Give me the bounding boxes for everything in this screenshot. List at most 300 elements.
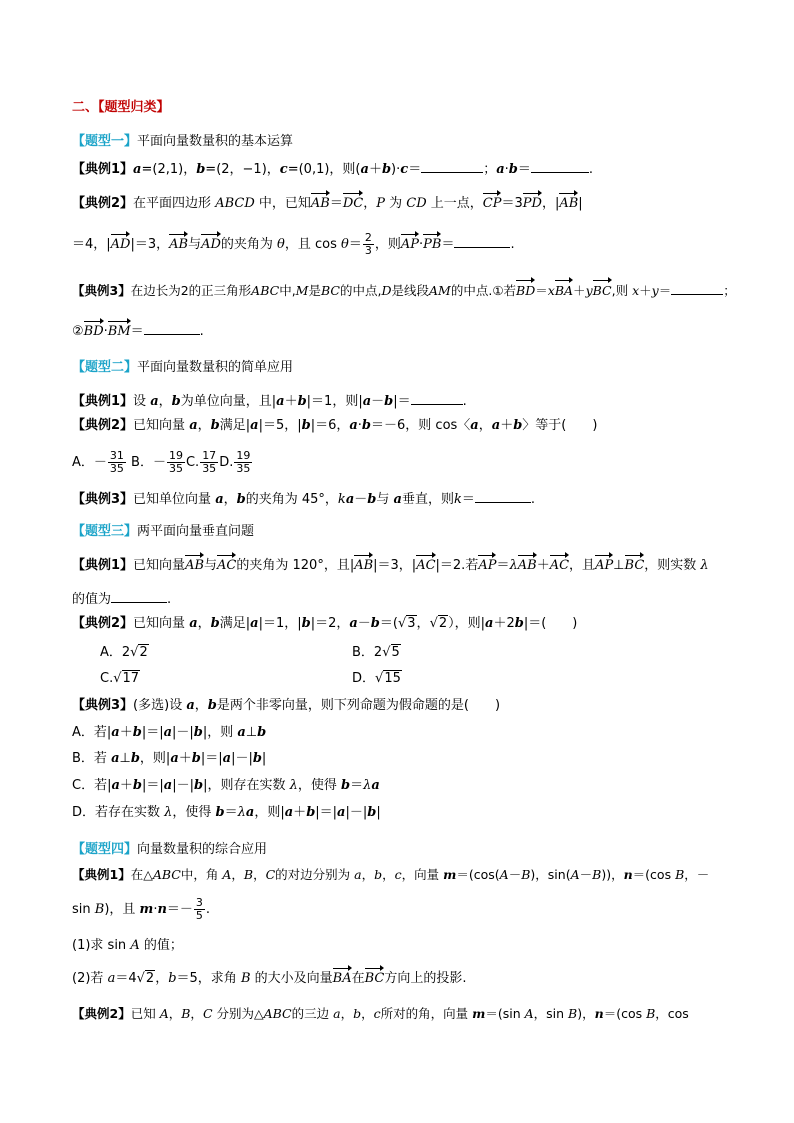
answer-blank[interactable] xyxy=(475,488,531,503)
vector-b: b xyxy=(193,778,204,793)
type4-example1-line2 xyxy=(72,897,210,922)
type3-label: 【题型三】 xyxy=(72,524,138,539)
vector-cp: CP xyxy=(483,194,502,214)
text: 为单位向量，且| xyxy=(180,394,277,409)
var: ABC xyxy=(251,283,280,298)
vector-dc: DC xyxy=(343,194,363,214)
type4-heading xyxy=(72,840,267,860)
var: M xyxy=(295,283,309,298)
text: ＝4，| xyxy=(72,237,111,252)
vector-a: a xyxy=(237,725,246,740)
text: ， xyxy=(363,196,377,211)
vector-b: b xyxy=(301,418,311,433)
text: |＝( ) xyxy=(523,616,578,631)
type3-heading xyxy=(72,522,254,542)
type3-ex3-option-d[interactable] xyxy=(72,803,381,823)
section-prefix: 二、 xyxy=(72,100,99,115)
vector-a: a xyxy=(111,725,120,740)
vector-a: a xyxy=(170,751,179,766)
type1-title: 平面向量数量积的基本运算 xyxy=(137,134,294,149)
text: ，向量 xyxy=(401,867,444,882)
text: . xyxy=(205,902,211,917)
text: A．若| xyxy=(72,725,112,740)
var: C xyxy=(202,1006,213,1021)
var: c xyxy=(394,867,402,882)
text: |＝5，| xyxy=(258,418,302,433)
radicand: 2 xyxy=(139,645,148,660)
fraction xyxy=(194,897,205,922)
vector-ap: AP xyxy=(595,556,613,576)
vector-a: a xyxy=(245,805,255,820)
lambda: λ xyxy=(509,558,518,573)
vector-ap: AP xyxy=(401,235,419,255)
numerator: 17 xyxy=(202,449,217,462)
text: 的三边 xyxy=(291,1006,334,1021)
type3-ex2-option-c[interactable] xyxy=(100,669,140,689)
vector-b: b xyxy=(257,725,267,740)
text: |－| xyxy=(172,725,194,740)
text: ＝ xyxy=(461,492,475,507)
text: (1)求 sin xyxy=(72,938,131,953)
sqrt: √2 xyxy=(429,616,448,631)
text: |－| xyxy=(345,805,368,820)
vector-a: a xyxy=(485,616,494,631)
text: 上一点， xyxy=(426,196,483,211)
vector-a: a xyxy=(189,418,198,433)
type1-example2-line1 xyxy=(72,194,583,214)
option-label: A．－ xyxy=(72,455,107,470)
radicand: 2 xyxy=(438,616,448,631)
section-title-text: 【题型归类】 xyxy=(98,100,170,115)
text: ， xyxy=(197,418,211,433)
type1-heading xyxy=(72,132,293,152)
var: ABCD xyxy=(215,196,255,211)
text: 在△ xyxy=(130,867,153,882)
text: 中，角 xyxy=(180,867,223,882)
var: A xyxy=(222,867,232,882)
vector-ab: AB xyxy=(559,194,578,214)
answer-blank[interactable] xyxy=(144,320,200,335)
text: 已知向量 xyxy=(133,558,186,573)
text: ， xyxy=(194,698,208,713)
text: |＝1，| xyxy=(258,616,302,631)
vector-b: b xyxy=(513,418,523,433)
example-label: 【典例1】 xyxy=(72,162,134,177)
vector-b: b xyxy=(514,616,524,631)
type3-example2 xyxy=(72,614,577,634)
example-label: 【典例1】 xyxy=(72,394,134,409)
vector-a: a xyxy=(337,805,346,820)
text: ， xyxy=(382,867,395,882)
text: ， xyxy=(478,418,492,433)
text: |＝| xyxy=(142,778,164,793)
vector-bd: BD xyxy=(516,281,535,301)
text: 设 xyxy=(133,394,151,409)
denominator: 35 xyxy=(236,462,251,475)
vector-b: b xyxy=(306,805,316,820)
type4-title: 向量数量积的综合应用 xyxy=(137,842,268,857)
denominator: 35 xyxy=(109,462,124,475)
vector-a: a xyxy=(215,492,224,507)
text: ＝－6，则 cos〈 xyxy=(371,418,471,433)
lambda: λ xyxy=(237,805,246,820)
text: 的值为 xyxy=(72,592,112,607)
text: 的大小及向量 xyxy=(250,971,333,986)
var: a xyxy=(107,971,116,986)
text: － xyxy=(371,394,385,409)
var: A xyxy=(159,1006,169,1021)
type3-title: 两平面向量垂直问题 xyxy=(137,524,255,539)
var: CD xyxy=(406,196,427,211)
text: |＝1，则| xyxy=(306,394,363,409)
text: |，则 xyxy=(202,725,238,740)
vector-ap: AP xyxy=(478,556,496,576)
type3-ex3-option-b[interactable] xyxy=(72,749,266,769)
vector-a: a xyxy=(496,162,505,177)
option-c[interactable] xyxy=(185,449,219,475)
vector-a: a xyxy=(250,616,259,631)
text: 〉等于( ) xyxy=(522,418,598,433)
sqrt: √3 xyxy=(397,616,416,631)
type1-example3-line2 xyxy=(72,320,204,342)
vector-b: b xyxy=(370,616,380,631)
text: |－| xyxy=(172,778,194,793)
var: B xyxy=(521,867,531,882)
text: ＝ xyxy=(350,778,364,793)
text: =(2,1)， xyxy=(141,162,197,177)
var: a xyxy=(354,867,362,882)
vector-a: a xyxy=(111,751,120,766)
text: ＝( xyxy=(379,616,398,631)
text: ＝ xyxy=(224,805,238,820)
vector-b: b xyxy=(508,162,518,177)
type4-example1-line1 xyxy=(72,865,709,885)
text: )， xyxy=(577,1006,595,1021)
vector-c: c xyxy=(400,162,409,177)
text: |＝ xyxy=(393,394,411,409)
type1-label: 【题型一】 xyxy=(72,134,138,149)
var: c xyxy=(373,1006,381,1021)
text: |＝2.若 xyxy=(435,558,479,573)
denominator: 35 xyxy=(202,462,217,475)
vector-a: a xyxy=(349,616,358,631)
vector-bc: BC xyxy=(365,969,385,989)
vector-bc: BC xyxy=(593,281,612,301)
vector-b: b xyxy=(381,162,392,177)
option-b[interactable] xyxy=(131,449,186,475)
text: ； xyxy=(723,283,736,298)
text: ，则| xyxy=(139,751,171,766)
text: ， xyxy=(361,1006,374,1021)
text: . xyxy=(510,237,515,252)
text: ，sin xyxy=(533,1006,569,1021)
radicand: 15 xyxy=(384,671,401,686)
answer-blank[interactable] xyxy=(111,588,167,603)
text: ， xyxy=(155,971,169,986)
text: . xyxy=(588,162,594,177)
var: P xyxy=(376,196,385,211)
type1-example1 xyxy=(72,158,593,180)
vector-a: a xyxy=(276,394,285,409)
vector-m: m xyxy=(139,902,154,917)
vector-bm: BM xyxy=(108,322,131,342)
text: ＋ xyxy=(293,805,307,820)
numerator: 3 xyxy=(195,896,203,909)
text: |＝| xyxy=(200,751,223,766)
vector-bc: BC xyxy=(625,556,645,576)
type3-ex2-option-b[interactable] xyxy=(352,643,401,663)
vector-a: a xyxy=(491,418,501,433)
text: ② xyxy=(72,324,84,339)
text: 已知单位向量 xyxy=(133,492,216,507)
example-label: 【典例3】 xyxy=(72,492,134,507)
text: ＋ xyxy=(500,418,514,433)
var: b xyxy=(168,971,177,986)
vector-b: b xyxy=(171,394,181,409)
type2-example2 xyxy=(72,416,597,436)
vector-a: a xyxy=(371,778,380,793)
vector-a: a xyxy=(163,778,173,793)
vector-pd: PD xyxy=(523,194,542,214)
var: x xyxy=(632,283,640,298)
text: ； xyxy=(483,162,497,177)
text: ， xyxy=(340,1006,354,1021)
numerator: 19 xyxy=(168,449,183,462)
example-label: 【典例1】 xyxy=(72,867,131,882)
answer-blank[interactable] xyxy=(671,280,723,295)
type2-example3 xyxy=(72,488,535,510)
text: 分别为△ xyxy=(212,1006,264,1021)
vector-b: b xyxy=(384,394,394,409)
text: (多选)设 xyxy=(133,698,187,713)
text: ＝5，求角 xyxy=(176,971,241,986)
type3-ex2-option-a[interactable] xyxy=(100,643,149,663)
type2-heading xyxy=(72,358,293,378)
text: ， xyxy=(190,1006,203,1021)
text: ＝ xyxy=(658,283,672,298)
fraction xyxy=(363,232,374,257)
type3-ex2-option-d[interactable] xyxy=(352,669,402,689)
denominator: 5 xyxy=(195,909,203,922)
text: |＝3，| xyxy=(373,558,417,573)
example-label: 【典例3】 xyxy=(72,283,131,298)
text: 所对的角，向量 xyxy=(380,1006,473,1021)
vector-bd: BD xyxy=(84,322,104,342)
text: ))， xyxy=(601,867,624,882)
vector-ab: AB xyxy=(169,235,188,255)
text: ，且 cos xyxy=(284,237,342,252)
vector-m: m xyxy=(472,1006,486,1021)
text: )· xyxy=(391,162,401,177)
vector-a: a xyxy=(470,418,479,433)
var: BC xyxy=(321,283,340,298)
option-label: C. xyxy=(100,671,114,686)
vector-ac: AC xyxy=(416,556,435,576)
type2-example1 xyxy=(72,390,467,412)
text: ，则实数 xyxy=(644,558,701,573)
answer-blank[interactable] xyxy=(411,390,463,405)
text: |－| xyxy=(231,751,253,766)
text: D．若存在实数 xyxy=(72,805,165,820)
vector-ba: BA xyxy=(555,281,573,301)
text: ＋ xyxy=(119,778,133,793)
var: b xyxy=(353,1006,362,1021)
text: － xyxy=(579,867,593,882)
text: . xyxy=(167,592,172,607)
fraction xyxy=(200,450,218,475)
option-label: C. xyxy=(185,455,200,470)
text: · xyxy=(504,162,509,177)
text: ， xyxy=(168,1006,182,1021)
text: ,则 xyxy=(611,283,633,298)
type1-example3-line1 xyxy=(72,280,736,301)
var: B xyxy=(592,867,602,882)
text: (2)若 xyxy=(72,971,108,986)
var: B xyxy=(240,971,251,986)
var: k xyxy=(453,492,462,507)
text: ＝(sin xyxy=(485,1006,525,1021)
text: C．若| xyxy=(72,778,112,793)
text: |＝2， xyxy=(310,616,350,631)
radicand: 2 xyxy=(145,971,155,986)
text: ＋ xyxy=(178,751,192,766)
var: B xyxy=(94,902,105,917)
text: 已知向量 xyxy=(133,616,190,631)
vector-b: b xyxy=(132,725,142,740)
option-label: D． xyxy=(352,671,376,686)
radicand: 17 xyxy=(122,671,140,686)
answer-blank[interactable] xyxy=(421,158,483,173)
text: ＋ xyxy=(284,394,298,409)
text: B．若 xyxy=(72,751,112,766)
text: － xyxy=(508,867,522,882)
sqrt: √15 xyxy=(375,671,401,686)
sqrt: √2 xyxy=(136,971,155,986)
answer-blank[interactable] xyxy=(454,233,510,248)
vector-a: a xyxy=(222,751,232,766)
text: 在边长为2的正三角形 xyxy=(130,283,252,298)
option-d[interactable] xyxy=(219,449,253,475)
fraction xyxy=(167,450,185,475)
vector-b: b xyxy=(132,778,143,793)
text: 是 xyxy=(308,283,321,298)
text: ＋ xyxy=(119,725,133,740)
option-label: B．2 xyxy=(352,645,383,660)
vector-b: b xyxy=(215,805,225,820)
text: 的夹角为 120°，且| xyxy=(236,558,355,573)
text: ＋ xyxy=(368,162,382,177)
var: y xyxy=(651,283,659,298)
vector-a: a xyxy=(163,725,173,740)
vector-b: b xyxy=(130,751,140,766)
example-label: 【典例1】 xyxy=(72,558,134,573)
var: C xyxy=(265,867,276,882)
var: B xyxy=(243,867,254,882)
text: 在平面四边形 xyxy=(133,196,216,211)
text: ＝ xyxy=(130,324,144,339)
var: k xyxy=(337,492,346,507)
text: . xyxy=(530,492,535,507)
text: 的中点, xyxy=(339,283,382,298)
text: 的夹角为 xyxy=(220,237,278,252)
text: | xyxy=(376,805,381,820)
vector-b: b xyxy=(361,418,372,433)
text: 中，已知 xyxy=(254,196,311,211)
vector-b: b xyxy=(210,616,220,631)
var: A xyxy=(499,867,509,882)
text: ， xyxy=(253,867,266,882)
vector-ac: AC xyxy=(550,556,569,576)
text: ），则| xyxy=(448,616,486,631)
vector-b: b xyxy=(340,778,351,793)
text: ＝3 xyxy=(501,196,523,211)
type3-example3 xyxy=(72,696,500,716)
numerator: 2 xyxy=(364,231,372,244)
vector-ab: AB xyxy=(311,194,330,214)
text: 已知向量 xyxy=(133,418,190,433)
lambda: λ xyxy=(363,778,372,793)
type3-ex3-option-a[interactable] xyxy=(72,723,266,743)
text: ， xyxy=(231,867,244,882)
text: 垂直，则 xyxy=(401,492,454,507)
text: · xyxy=(153,902,158,917)
text: |，则存在实数 xyxy=(203,778,290,793)
text: |＝6， xyxy=(310,418,350,433)
text: |＝| xyxy=(315,805,338,820)
vector-n: n xyxy=(157,902,167,917)
text: · xyxy=(419,237,424,252)
text: ，－ xyxy=(684,867,710,882)
type3-ex3-option-c[interactable] xyxy=(72,776,380,796)
text: ⊥ xyxy=(119,751,131,766)
var: A xyxy=(130,938,140,953)
text: sin xyxy=(72,902,95,917)
text: ＝ xyxy=(535,283,548,298)
var: B xyxy=(675,867,685,882)
option-a[interactable] xyxy=(72,449,127,475)
text: ＋2 xyxy=(493,616,515,631)
text: ，cos xyxy=(655,1006,689,1021)
type2-title: 平面向量数量积的简单应用 xyxy=(137,360,294,375)
var: b xyxy=(374,867,383,882)
lambda: λ xyxy=(700,558,709,573)
var: B xyxy=(568,1006,578,1021)
text: 满足| xyxy=(219,616,251,631)
vector-a: a xyxy=(360,162,369,177)
text: 已知 xyxy=(130,1006,160,1021)
radicand: 5 xyxy=(391,645,400,660)
example-label: 【典例2】 xyxy=(72,196,134,211)
vector-b: b xyxy=(297,394,307,409)
answer-blank[interactable] xyxy=(531,158,589,173)
text: ， xyxy=(223,492,237,507)
type2-example2-options xyxy=(72,450,253,475)
text: ⊥ xyxy=(613,558,625,573)
fraction xyxy=(234,450,252,475)
theta: θ xyxy=(277,237,285,252)
vector-a: a xyxy=(345,492,355,507)
text: ＝4 xyxy=(115,971,137,986)
vector-b: b xyxy=(301,616,311,631)
text: ＝ xyxy=(348,237,362,252)
vector-a: a xyxy=(349,418,358,433)
type4-example1-question2 xyxy=(72,969,467,989)
text: 的对边分别为 xyxy=(275,867,355,882)
text: 方向上的投影. xyxy=(384,971,467,986)
text: ＝－ xyxy=(166,902,193,917)
text: )，sin( xyxy=(530,867,571,882)
numerator: 19 xyxy=(236,449,251,462)
